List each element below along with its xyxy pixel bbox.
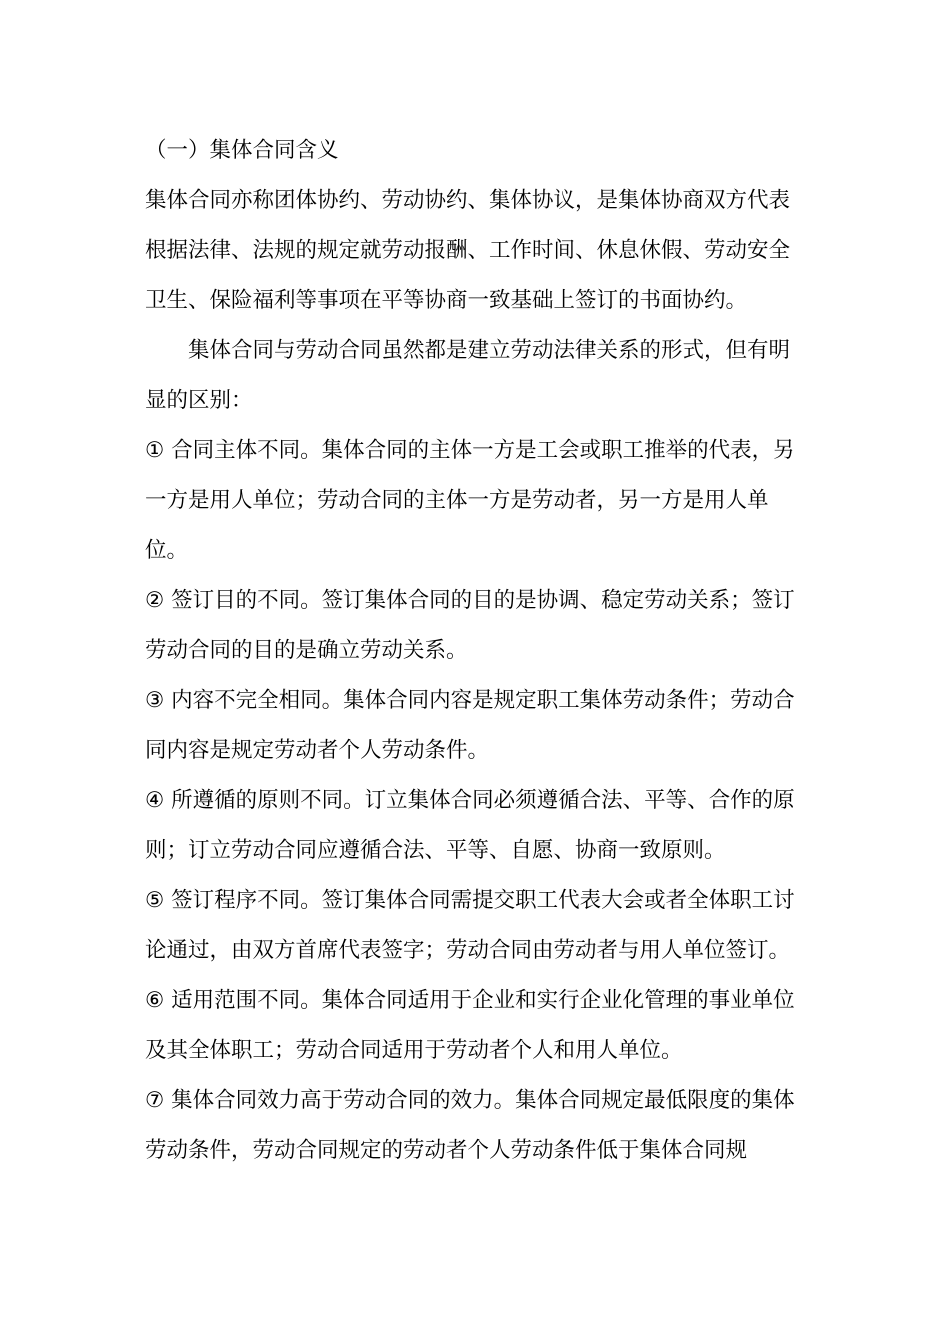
list-item-difference-6: ⑥ 适用范围不同。集体合同适用于企业和实行企业化管理的事业单位及其全体职工；劳动合同适用于劳动者个人和用人单位。: [145, 988, 795, 1063]
document-body: [145, 126, 810, 1176]
list-item-difference-4: ④ 所遵循的原则不同。订立集体合同必须遵循合法、平等、合作的原则；订立劳动合同应遵循合法、平等、自愿、协商一致原则。: [145, 788, 795, 863]
list-item-difference-3: ③ 内容不完全相同。集体合同内容是规定职工集体劳动条件；劳动合同内容是规定劳动者个人劳动条件。: [145, 688, 795, 763]
list-item-difference-1: ① 合同主体不同。集体合同的主体一方是工会或职工推举的代表，另一方是用人单位；劳动合同的主体一方是劳动者，另一方是用人单位。: [145, 438, 795, 563]
list-item-difference-5: ⑤ 签订程序不同。签订集体合同需提交职工代表大会或者全体职工讨论通过，由双方首席代表签字；劳动合同由劳动者与用人单位签订。: [145, 888, 795, 963]
paragraph-definition: 集体合同亦称团体协约、劳动协约、集体协议，是集体协商双方代表根据法律、法规的规定就劳动报酬、工作时间、休息休假、劳动安全卫生、保险福利等事项在平等协商一致基础上签订的书面协约。: [145, 188, 791, 313]
list-item-difference-7: ⑦ 集体合同效力高于劳动合同的效力。集体合同规定最低限度的集体劳动条件，劳动合同规定的劳动者个人劳动条件低于集体合同规: [145, 1088, 795, 1163]
list-item-difference-2: ② 签订目的不同。签订集体合同的目的是协调、稳定劳动关系；签订劳动合同的目的是确立劳动关系。: [145, 588, 795, 663]
section-heading: （一）集体合同含义: [145, 138, 339, 163]
paragraph-intro-differences: 集体合同与劳动合同虽然都是建立劳动法律关系的形式，但有明显的区别：: [145, 338, 791, 413]
